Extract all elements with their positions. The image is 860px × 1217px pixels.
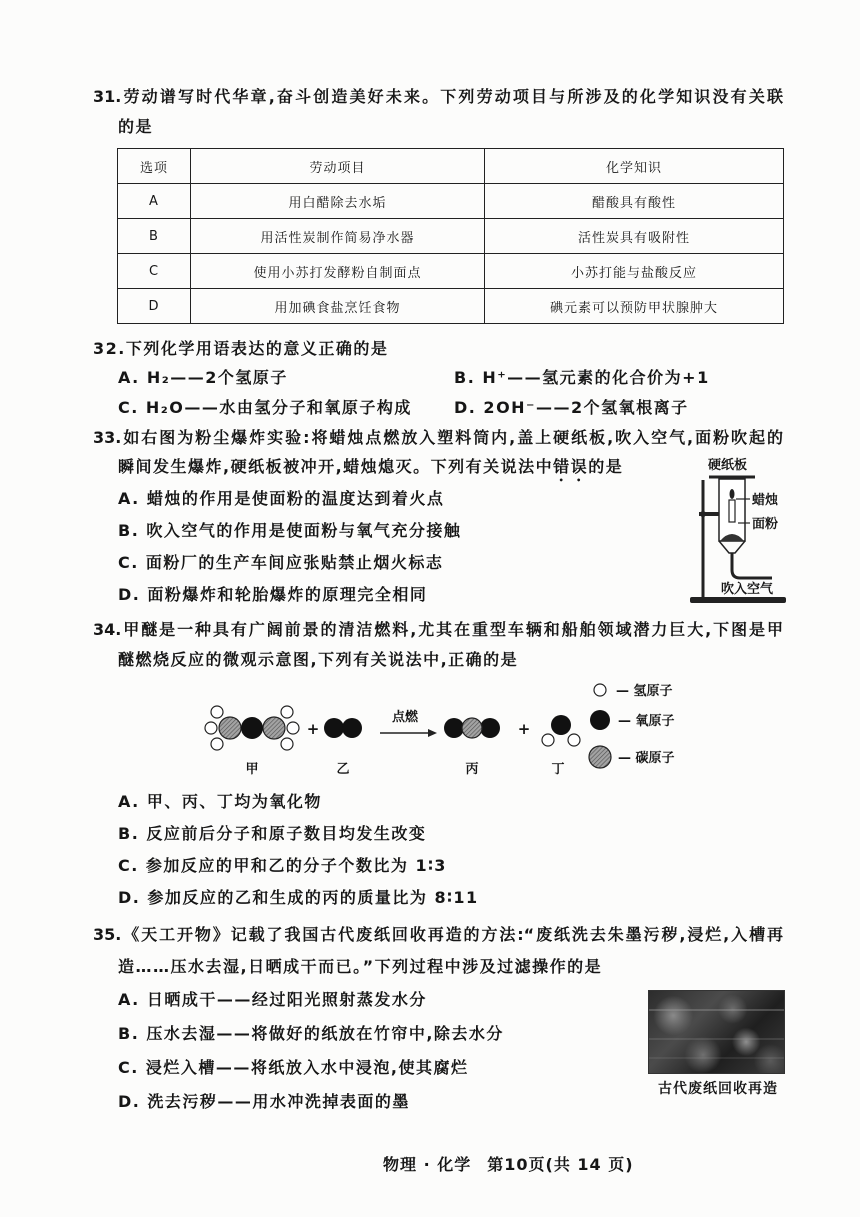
reaction-condition: 点燃	[391, 710, 419, 725]
q33-option-a: A. 蜡烛的作用是使面粉的温度达到着火点	[118, 489, 445, 508]
photo-caption: 古代废纸回收再造	[658, 1081, 778, 1097]
table-cell-knowledge: 碘元素可以预防甲状腺肿大	[485, 289, 784, 324]
oxygen-atom	[342, 718, 362, 738]
table-cell-knowledge: 小苏打能与盐酸反应	[485, 254, 784, 289]
molecule-bing	[444, 718, 500, 738]
table-cell-option: C	[118, 254, 191, 289]
q31-stem-line1: 31.劳动谱写时代华章,奋斗创造美好未来。下列劳动项目与所涉及的化学知识没有关联	[93, 87, 783, 106]
q32-option-a: A. H₂——2个氢原子	[118, 368, 288, 387]
photo-texture	[649, 1057, 784, 1059]
q35-option-a: A. 日晒成干——经过阳光照射蒸发水分	[118, 990, 427, 1009]
q35-option-d: D. 洗去污秽——用水冲洗掉表面的墨	[118, 1092, 410, 1111]
q33-stem-line2	[118, 457, 623, 477]
q33-stem-line2-pre: 瞬间发生爆炸,硬纸板被冲开,蜡烛熄灭。下列有关说法中	[118, 457, 554, 476]
molecule-jia	[205, 706, 299, 750]
table-header-cell: 选项	[118, 149, 191, 184]
legend-oxygen-swatch	[590, 710, 610, 730]
carbon-atom	[219, 717, 241, 739]
q32-stem: 32.下列化学用语表达的意义正确的是	[93, 339, 389, 358]
q35-stem-line2: 造……压水去湿,日晒成干而已。”下列过程中涉及过滤操作的是	[118, 957, 603, 976]
table-header-cell: 化学知识	[485, 149, 784, 184]
q34-option-c: C. 参加反应的甲和乙的分子个数比为 1∶3	[118, 856, 447, 875]
label-yi: 乙	[336, 762, 350, 777]
hydrogen-atom	[287, 722, 299, 734]
q35-option-c: C. 浸烂入槽——将纸放入水中浸泡,使其腐烂	[118, 1058, 469, 1077]
air-inlet-label: 吹入空气	[721, 582, 774, 597]
table-header-cell: 劳动项目	[191, 149, 485, 184]
footer-page-number: 第10页(共 14 页)	[487, 1155, 634, 1174]
table-cell-knowledge: 活性炭具有吸附性	[485, 219, 784, 254]
oxygen-atom	[324, 718, 344, 738]
stand-base	[690, 597, 786, 603]
q33-stem-emphasis: 错误	[553, 457, 589, 476]
q35-stem-line1: 35.《天工开物》记载了我国古代废纸回收再造的方法:“废纸洗去朱墨污秽,浸烂,入槽再	[93, 925, 783, 944]
table-cell-labor: 用活性炭制作简易净水器	[191, 219, 485, 254]
hydrogen-atom	[281, 738, 293, 750]
oxygen-atom	[444, 718, 464, 738]
q34-option-b: B. 反应前后分子和原子数目均发生改变	[118, 824, 427, 843]
q33-option-b: B. 吹入空气的作用是使面粉与氧气充分接触	[118, 521, 462, 540]
hydrogen-atom	[568, 734, 580, 746]
legend-carbon-label: — 碳原子	[618, 751, 675, 766]
q34-option-d: D. 参加反应的乙和生成的丙的质量比为 8∶11	[118, 888, 479, 907]
label-jia: 甲	[245, 762, 259, 777]
carbon-atom	[263, 717, 285, 739]
legend-hydrogen-label: — 氢原子	[616, 684, 673, 699]
atom-legend	[589, 683, 675, 768]
carbon-atom	[462, 718, 482, 738]
table-cell-option: B	[118, 219, 191, 254]
hydrogen-atom	[542, 734, 554, 746]
dust-explosion-apparatus-figure	[680, 450, 790, 608]
molecule-yi	[324, 718, 362, 738]
oxygen-atom	[241, 717, 263, 739]
table-cell-labor: 用白醋除去水垢	[191, 184, 485, 219]
q33-stem-line2-post: 的是	[588, 457, 624, 476]
q32-option-d: D. 2OH⁻——2个氢氧根离子	[454, 398, 689, 417]
table-row	[118, 219, 784, 254]
candle	[729, 500, 735, 522]
table-cell-labor: 使用小苏打发酵粉自制面点	[191, 254, 485, 289]
arrow-head	[428, 729, 437, 737]
hydrogen-atom	[211, 738, 223, 750]
q34-stem-line1: 34.甲醚是一种具有广阔前景的清洁燃料,尤其在重型车辆和船舶领域潜力巨大,下图是甲	[93, 620, 783, 639]
molecule-ding	[542, 715, 580, 746]
table-cell-labor: 用加碘食盐烹饪食物	[191, 289, 485, 324]
q32-option-b: B. H⁺——氢元素的化合价为+1	[454, 368, 710, 387]
page-footer	[383, 1152, 634, 1175]
hydrogen-atom	[211, 706, 223, 718]
cylinder-funnel	[719, 541, 745, 553]
hydrogen-atom	[205, 722, 217, 734]
cardboard-label: 硬纸板	[708, 458, 748, 473]
reaction-micro-diagram	[190, 675, 700, 780]
q31-table	[117, 148, 784, 324]
q33-option-c: C. 面粉厂的生产车间应张贴禁止烟火标志	[118, 553, 444, 572]
ancient-paper-recycling-photo	[648, 990, 785, 1074]
legend-hydrogen-swatch	[594, 684, 606, 696]
air-tube	[732, 553, 772, 578]
q33-stem-line1: 33.如右图为粉尘爆炸实验:将蜡烛点燃放入塑料筒内,盖上硬纸板,吹入空气,面粉吹起的	[93, 428, 783, 447]
label-ding: 丁	[551, 762, 565, 777]
table-cell-option: A	[118, 184, 191, 219]
q34-stem-line2: 醚燃烧反应的微观示意图,下列有关说法中,正确的是	[118, 650, 519, 669]
table-row	[118, 289, 784, 324]
q35-option-b: B. 压水去湿——将做好的纸放在竹帘中,除去水分	[118, 1024, 504, 1043]
candle-label: 蜡烛	[752, 493, 779, 508]
hydrogen-atom	[281, 706, 293, 718]
q34-option-a: A. 甲、丙、丁均为氧化物	[118, 792, 322, 811]
q32-option-c: C. H₂O——水由氢分子和氧原子构成	[118, 398, 412, 417]
candle-flame	[730, 489, 735, 499]
footer-subject: 物理 · 化学	[383, 1155, 472, 1174]
legend-oxygen-label: — 氧原子	[618, 714, 675, 729]
oxygen-atom	[480, 718, 500, 738]
q31-stem-line2: 的是	[118, 117, 154, 136]
oxygen-atom	[551, 715, 571, 735]
table-row	[118, 254, 784, 289]
table-cell-option: D	[118, 289, 191, 324]
legend-carbon-swatch	[589, 746, 611, 768]
table-header-row	[118, 149, 784, 184]
flour-label: 面粉	[752, 517, 779, 532]
table-row	[118, 184, 784, 219]
photo-texture	[649, 1038, 784, 1040]
q33-option-d: D. 面粉爆炸和轮胎爆炸的原理完全相同	[118, 585, 428, 604]
plus-sign: +	[517, 720, 531, 738]
clamp-knob	[700, 511, 706, 517]
plus-sign: +	[306, 720, 320, 738]
table-cell-knowledge: 醋酸具有酸性	[485, 184, 784, 219]
label-bing: 丙	[465, 762, 479, 777]
photo-texture	[649, 1009, 784, 1011]
